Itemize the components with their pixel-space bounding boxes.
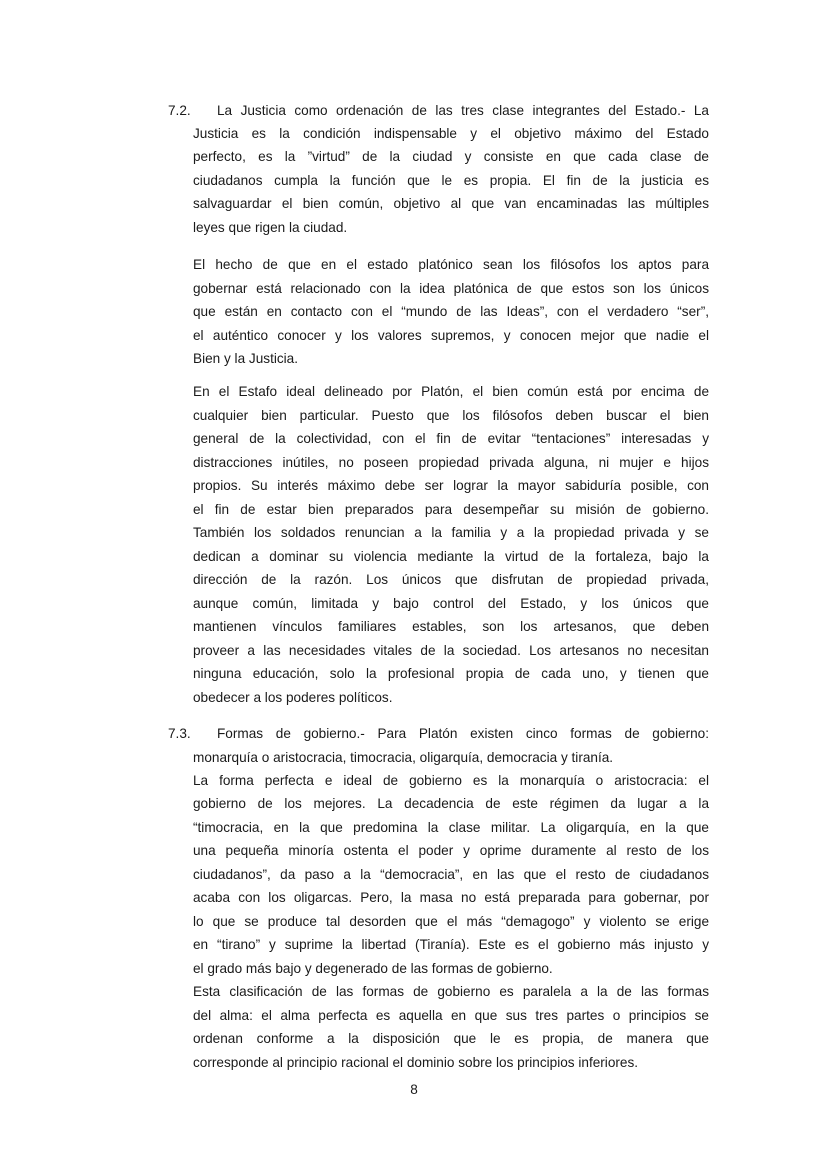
text-line: el fin de estar bien preparados para desempeñar su misión de gobierno. xyxy=(193,501,709,517)
text-line: Formas de gobierno.- Para Platón existen cinco formas de gobierno: xyxy=(217,726,709,741)
text-line: cualquier bien particular. Puesto que los filósofos deben buscar el bien xyxy=(193,407,709,423)
text-line: obedecer a los poderes políticos. xyxy=(193,689,393,705)
text-line: salvaguardar el bien común, objetivo al que van encaminadas las múltiples xyxy=(193,196,709,211)
text-line: que están en contacto con el “mundo de las Ideas”, con el verdadero “ser”, xyxy=(193,304,709,319)
text-line: distracciones inútiles, no poseen propiedad privada alguna, ni mujer e hijos xyxy=(193,454,709,470)
text-line: Bien y la Justicia. xyxy=(193,351,299,366)
text-line: una pequeña minoría ostenta el poder y oprime duramente al resto de los xyxy=(193,843,709,858)
section-heading xyxy=(217,99,709,123)
paragraph xyxy=(193,380,709,709)
text-line: ciudadanos”, da paso a la “democracia”, en las que el resto de ciudadanos xyxy=(193,866,709,882)
text-line: proveer a las necesidades vitales de la sociedad. Los artesanos no necesitan xyxy=(193,642,709,658)
section-heading xyxy=(217,722,709,746)
text-line: corresponde al principio racional el dominio sobre los principios inferiores. xyxy=(193,1054,639,1070)
text-line: lo que se produce tal desorden que el más “demagogo” y violento se erige xyxy=(193,913,709,929)
text-line: ninguna educación, solo la profesional propia de cada uno, y tienen que xyxy=(193,666,709,681)
paragraph xyxy=(193,980,709,1074)
text-line: leyes que rigen la ciudad. xyxy=(193,219,348,235)
section-number: 7.3. xyxy=(168,726,191,741)
text-line: aunque común, limitada y bajo control del Estado, y los únicos que xyxy=(193,595,709,611)
text-line: monarquía o aristocracia, timocracia, oligarquía, democracia y tiranía. xyxy=(193,749,614,765)
text-line: También los soldados renuncian a la familia y a la propiedad privada y se xyxy=(193,525,709,540)
text-line: perfecto, es la ”virtud” de la ciudad y consiste en que cada clase de xyxy=(193,149,709,164)
paragraph xyxy=(193,253,709,371)
text-line: el auténtico conocer y los valores supremos, y conocen mejor que nadie el xyxy=(193,327,709,343)
text-line: del alma: el alma perfecta es aquella en que sus tres partes o principios se xyxy=(193,1007,709,1023)
text-line: “timocracia, en la que predomina la clase militar. La oligarquía, en la que xyxy=(193,819,709,835)
text-line: ciudadanos cumpla la función que le es propia. El fin de la justicia es xyxy=(193,172,709,188)
text-line: gobierno de los mejores. La decadencia de este régimen da lugar a la xyxy=(193,796,709,811)
text-line: general de la colectividad, con el fin de evitar “tentaciones” interesadas y xyxy=(193,431,709,446)
text-line: Esta clasificación de las formas de gobierno es paralela a la de las formas xyxy=(193,984,709,999)
text-line: dedican a dominar su violencia mediante la virtud de la fortaleza, bajo la xyxy=(193,548,709,564)
text-line: el grado más bajo y degenerado de las formas de gobierno. xyxy=(193,960,553,976)
text-line: En el Estafo ideal delineado por Platón, el bien común está por encima de xyxy=(193,384,709,399)
text-line: dirección de la razón. Los únicos que disfrutan de propiedad privada, xyxy=(193,572,709,587)
text-line: propios. Su interés máximo debe ser lograr la mayor sabiduría posible, con xyxy=(193,478,709,493)
text-line: La forma perfecta e ideal de gobierno es la monarquía o aristocracia: el xyxy=(193,772,709,788)
text-line: ordenan conforme a la disposición que le es propia, de manera que xyxy=(193,1031,709,1046)
text-line: acaba con los oligarcas. Pero, la masa no está preparada para gobernar, por xyxy=(193,890,709,905)
paragraph xyxy=(193,769,709,981)
text-line: La Justicia como ordenación de las tres clase integrantes del Estado.- La xyxy=(217,102,709,118)
text-line: en “tirano” y suprime la libertad (Tiranía). Este es el gobierno más injusto y xyxy=(193,937,709,952)
text-line: Justicia es la condición indispensable y el objetivo máximo del Estado xyxy=(193,125,709,141)
paragraph xyxy=(193,122,709,240)
page-number: 8 xyxy=(410,1082,418,1097)
text-line: mantienen vínculos familiares estables, son los artesanos, que deben xyxy=(193,619,709,634)
section-number: 7.2. xyxy=(168,102,191,118)
paragraph xyxy=(193,746,709,770)
text-line: gobernar está relacionado con la idea platónica de que estos son los únicos xyxy=(193,280,709,296)
text-line: El hecho de que en el estado platónico sean los filósofos los aptos para xyxy=(193,257,709,272)
